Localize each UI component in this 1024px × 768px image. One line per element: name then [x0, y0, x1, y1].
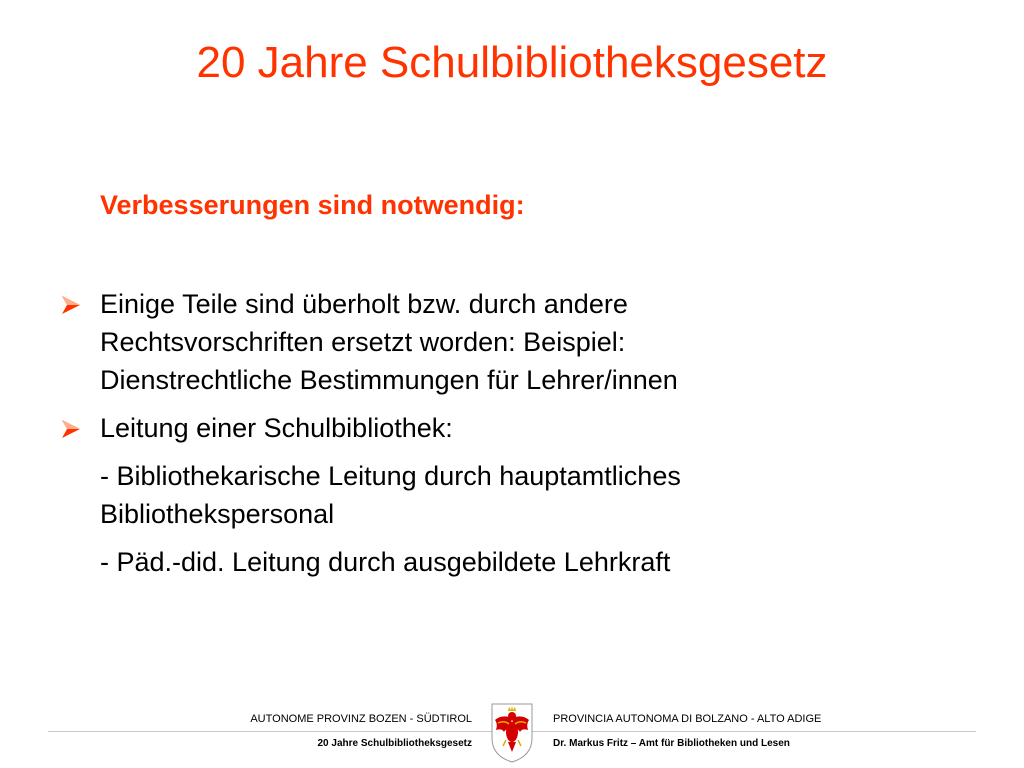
- sub-item: [60, 457, 960, 533]
- bullet-text-line: Leitung einer Schulbibliothek:: [100, 413, 453, 443]
- tyrolean-eagle-coat-of-arms-icon: [490, 702, 534, 764]
- footer-province-italian: PROVINCIA AUTONOMA DI BOLZANO - ALTO ADIGE: [553, 713, 822, 725]
- slide-title: 20 Jahre Schulbibliotheksgesetz: [196, 38, 828, 87]
- bullet-item: [60, 409, 960, 447]
- sub-item-text-line: - Päd.-did. Leitung durch ausgebildete Lehrkraft: [100, 547, 671, 577]
- slide-content: [60, 285, 960, 591]
- footer-presentation-title: 20 Jahre Schulbibliotheksgesetz: [317, 738, 472, 749]
- arrow-bullet-icon: [60, 418, 82, 440]
- sub-item-text-line: Bibliothekspersonal: [100, 499, 335, 529]
- bullet-text-line: Einige Teile sind überholt bzw. durch andere: [100, 289, 628, 319]
- footer-province-german: AUTONOME PROVINZ BOZEN - SÜDTIROL: [250, 713, 472, 725]
- bullet-item: [60, 285, 960, 399]
- arrow-bullet-icon: [60, 294, 82, 316]
- footer-author: Dr. Markus Fritz – Amt für Bibliotheken und Lesen: [553, 738, 790, 749]
- sub-item: [60, 543, 960, 581]
- sub-item-text-line: - Bibliothekarische Leitung durch hauptamtliches: [100, 461, 681, 491]
- bullet-text-line: Dienstrechtliche Bestimmungen für Lehrer/innen: [100, 365, 678, 395]
- bullet-text-line: Rechtsvorschriften ersetzt worden: Beispiel:: [100, 327, 626, 357]
- section-subheading: Verbesserungen sind notwendig:: [100, 190, 525, 220]
